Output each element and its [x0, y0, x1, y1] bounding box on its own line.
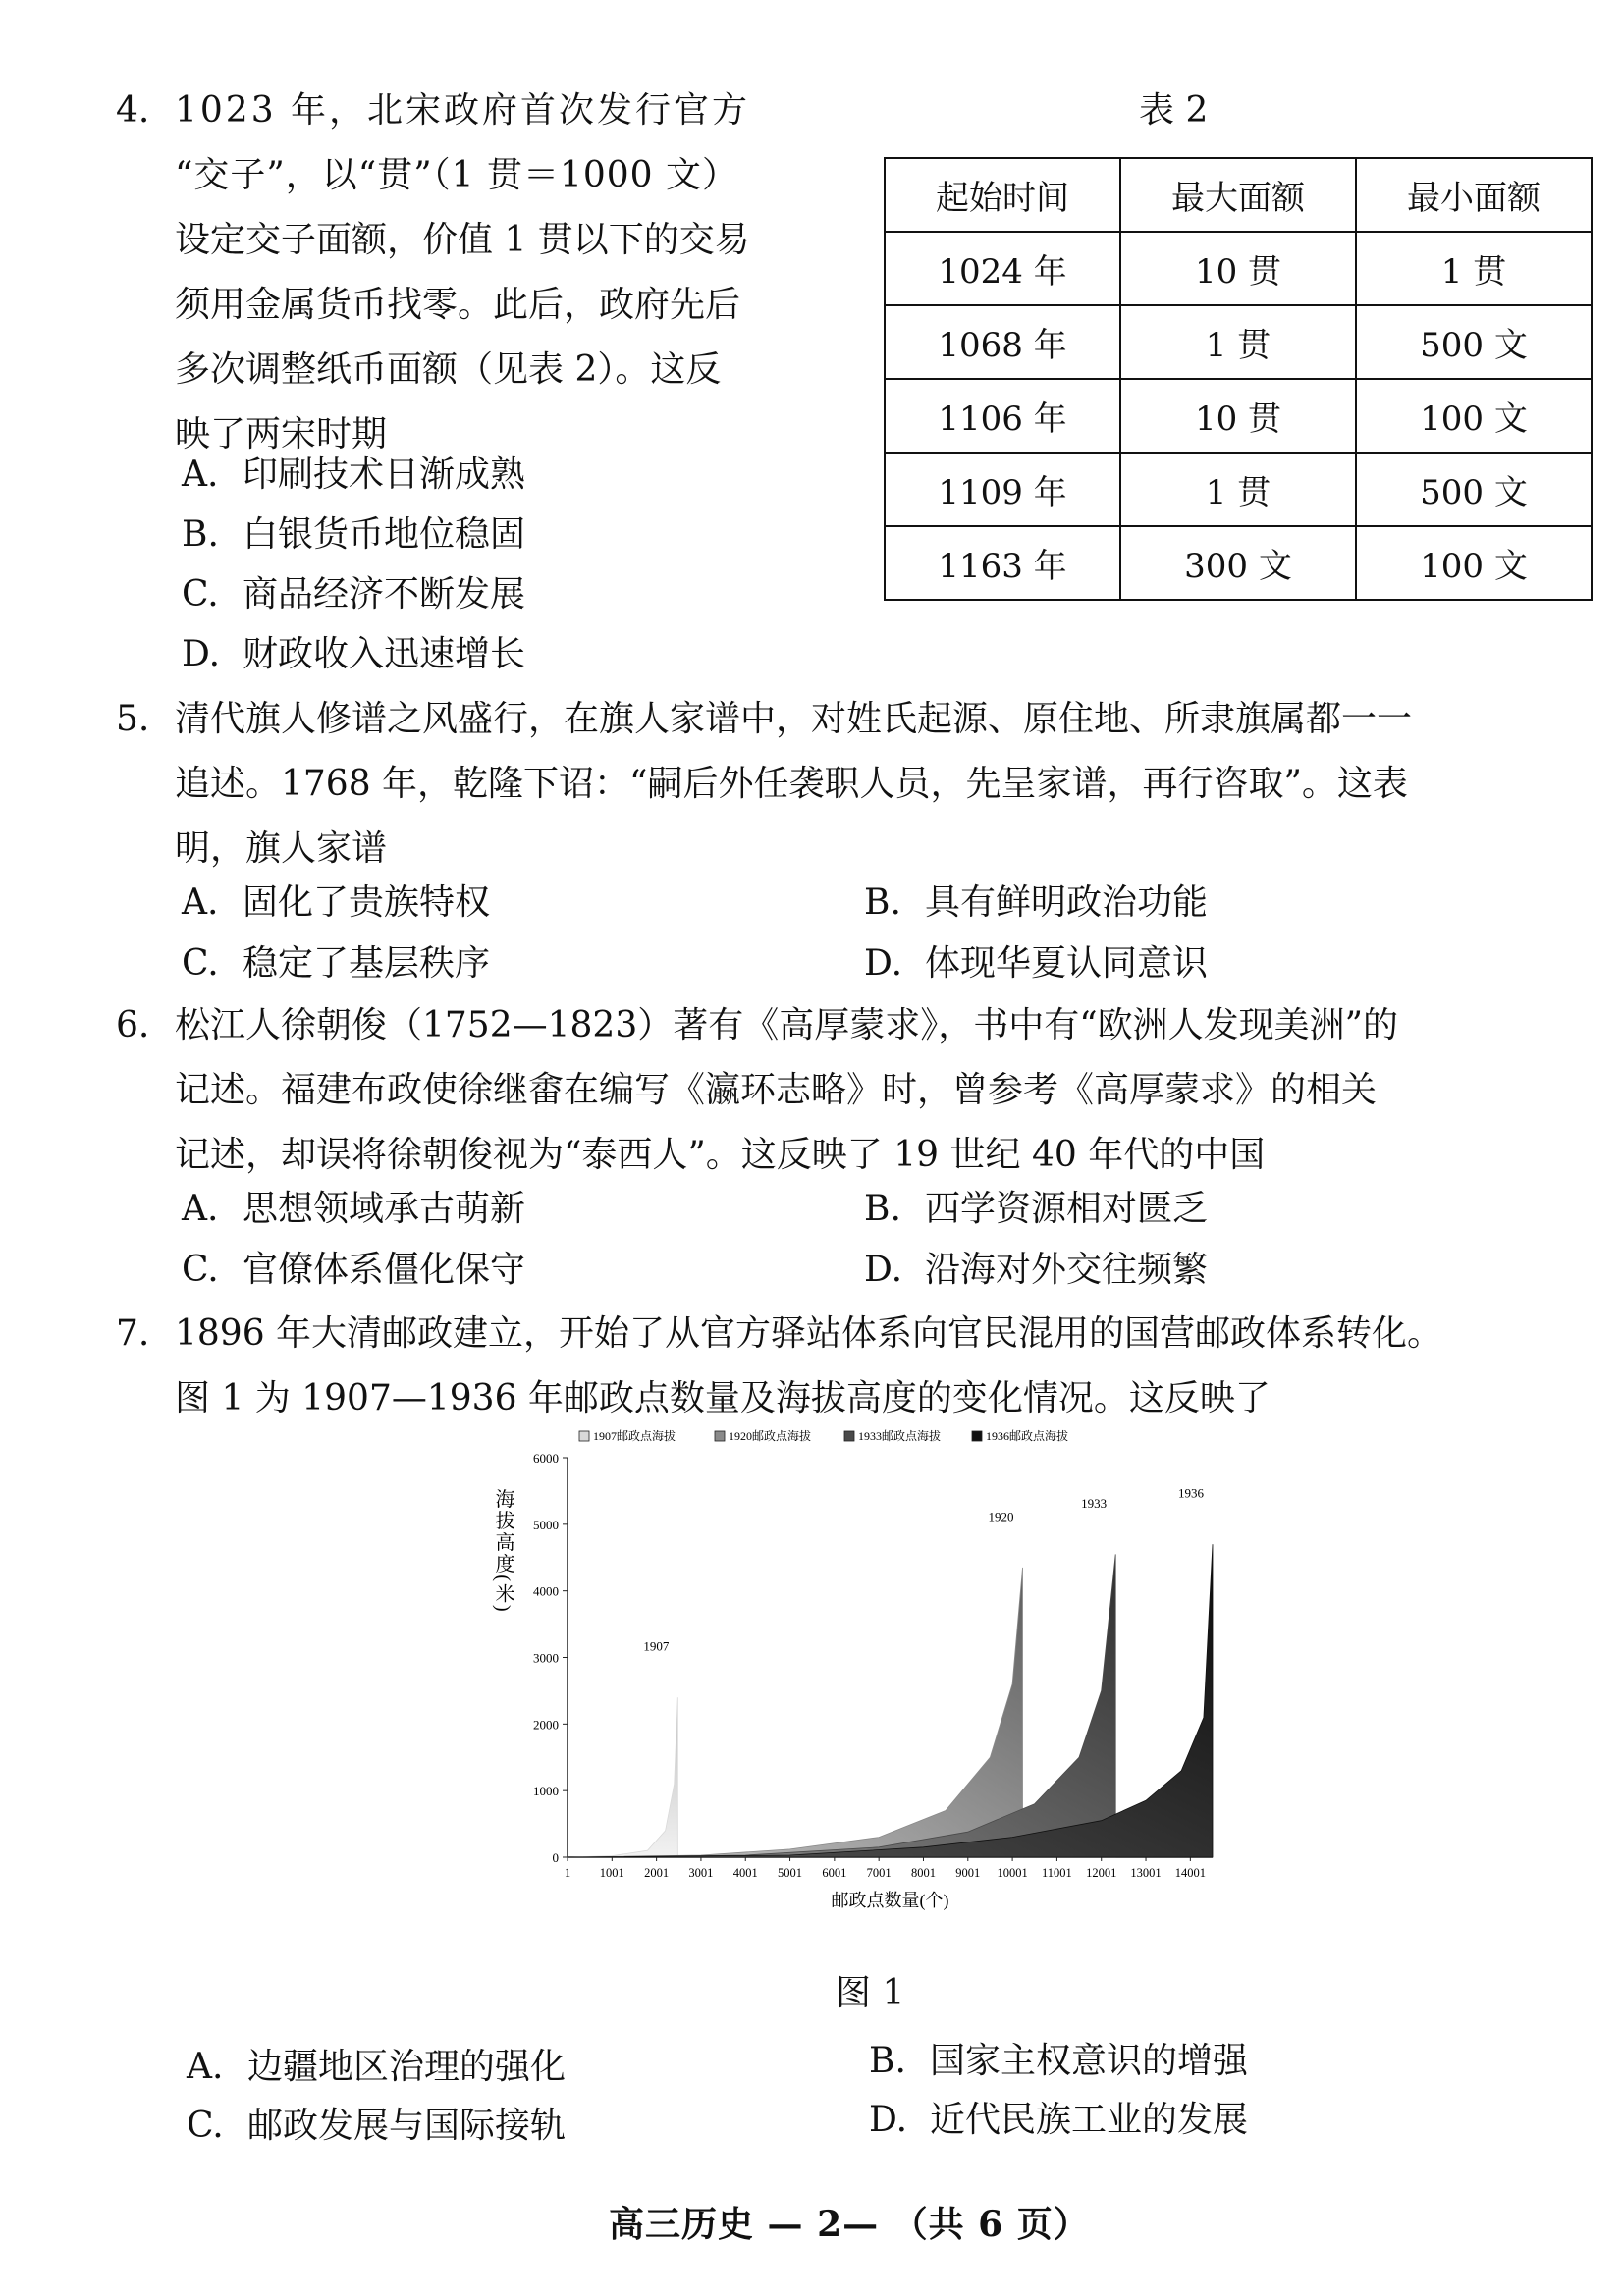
table-row: [885, 305, 1592, 379]
option-letter: C.: [182, 1250, 219, 1290]
option-d[interactable]: [182, 625, 525, 684]
table-cell: 1 贯: [1120, 453, 1356, 526]
option-b[interactable]: [864, 1180, 1208, 1239]
option-letter: B.: [182, 514, 219, 555]
option-letter: A.: [187, 2047, 224, 2087]
figure-caption: 图 1: [836, 1973, 905, 2013]
question-stem: [175, 79, 862, 467]
option-letter: A.: [182, 1189, 219, 1229]
x-axis-label: 邮政点数量(个): [831, 1891, 949, 1910]
table-cell: 1109 年: [885, 453, 1120, 526]
x-tick-label: 3001: [688, 1866, 714, 1880]
x-tick-label: 2001: [644, 1866, 670, 1880]
legend-swatch: [579, 1431, 589, 1441]
x-tick-label: 7001: [866, 1866, 892, 1880]
series-label-1907: 1907: [643, 1638, 670, 1654]
denomination-table: [884, 157, 1593, 601]
x-tick-label: 13001: [1130, 1866, 1162, 1880]
table-header: 最大面额: [1120, 158, 1356, 232]
option-text: 西学资源相对匮乏: [925, 1189, 1209, 1229]
table-row: [885, 526, 1592, 600]
x-tick-label: 10001: [997, 1866, 1028, 1880]
option-text: 固化了贵族特权: [243, 882, 491, 923]
option-c[interactable]: [187, 2097, 566, 2156]
area-1907: [568, 1697, 677, 1857]
table-cell: 1106 年: [885, 379, 1120, 453]
option-d[interactable]: [864, 1241, 1208, 1300]
option-a[interactable]: [182, 1180, 525, 1239]
x-tick-label: 1001: [599, 1866, 624, 1880]
legend-label: 1936邮政点海拔: [986, 1429, 1069, 1443]
stem-line: 映了两宋时期: [175, 414, 388, 454]
option-text: 官僚体系僵化保守: [243, 1250, 526, 1290]
y-axis: [533, 1451, 568, 1865]
table-header: 最小面额: [1356, 158, 1592, 232]
question-number: 7.: [116, 1313, 150, 1354]
table-row: [885, 453, 1592, 526]
stem-line: 多次调整纸币面额（见表 2）。这反: [175, 349, 722, 390]
option-letter: D.: [864, 1250, 903, 1290]
y-tick-label: 0: [552, 1850, 559, 1865]
x-tick-label: 9001: [955, 1866, 981, 1880]
table-cell: 1024 年: [885, 232, 1120, 305]
option-text: 财政收入迅速增长: [243, 634, 526, 674]
table-row: [885, 379, 1592, 453]
series-label-1933: 1933: [1081, 1495, 1108, 1511]
option-letter: C.: [182, 574, 219, 614]
question-stem: [175, 993, 1608, 1188]
x-tick-label: 8001: [910, 1866, 936, 1880]
option-letter: D.: [182, 634, 221, 674]
page-footer: 高三历史 — 2— （共 6 页）: [609, 2204, 1090, 2245]
x-tick-label: 1: [564, 1866, 571, 1880]
option-letter: C.: [187, 2106, 224, 2146]
series-label-1936: 1936: [1177, 1485, 1204, 1501]
y-tick-label: 5000: [533, 1517, 559, 1532]
stem-line: 记述，却误将徐朝俊视为“泰西人”。这反映了 19 世纪 40 年代的中国: [175, 1135, 1266, 1175]
question-6: [116, 993, 1608, 1188]
area-1933: [568, 1554, 1115, 1857]
y-tick-label: 4000: [533, 1583, 559, 1599]
stem-line: 松江人徐朝俊（1752—1823）著有《高厚蒙求》，书中有“欧洲人发现美洲”的: [175, 1005, 1399, 1045]
question-stem: [175, 1302, 1608, 1431]
table-caption: 表 2: [1139, 90, 1209, 131]
x-tick-label: 14001: [1174, 1866, 1206, 1880]
table-cell: 1068 年: [885, 305, 1120, 379]
legend-label: 1920邮政点海拔: [729, 1429, 812, 1443]
option-letter: B.: [864, 1189, 901, 1229]
legend-swatch: [715, 1431, 725, 1441]
legend-swatch: [844, 1431, 854, 1441]
y-tick-label: 6000: [533, 1451, 559, 1466]
option-text: 体现华夏认同意识: [925, 943, 1209, 984]
x-tick-label: 4001: [732, 1866, 758, 1880]
y-tick-label: 2000: [533, 1717, 559, 1733]
area-1920: [568, 1568, 1023, 1857]
option-text: 邮政发展与国际接轨: [247, 2106, 567, 2146]
table-header-row: [885, 158, 1592, 232]
x-tick-label: 6001: [822, 1866, 847, 1880]
table-cell: 500 文: [1356, 453, 1592, 526]
option-letter: B.: [864, 882, 901, 923]
stem-line: “交子”，以“贯”（1 贯＝1000 文）: [175, 155, 739, 195]
table-header: 起始时间: [885, 158, 1120, 232]
table-cell: 100 文: [1356, 526, 1592, 600]
legend-label: 1933邮政点海拔: [858, 1429, 942, 1443]
table-cell: 10 贯: [1120, 379, 1356, 453]
option-a[interactable]: [182, 874, 490, 933]
table-cell: 500 文: [1356, 305, 1592, 379]
table-cell: 100 文: [1356, 379, 1592, 453]
option-letter: B.: [869, 2041, 906, 2081]
option-text: 国家主权意识的增强: [930, 2041, 1249, 2081]
option-b[interactable]: [182, 506, 525, 564]
y-tick-label: 3000: [533, 1650, 559, 1666]
table-cell: 300 文: [1120, 526, 1356, 600]
option-text: 沿海对外交往频繁: [925, 1250, 1209, 1290]
stem-line: 明，旗人家谱: [175, 828, 388, 869]
y-tick-label: 1000: [533, 1784, 559, 1799]
option-b[interactable]: [869, 2032, 1248, 2091]
option-text: 印刷技术日渐成熟: [243, 454, 526, 495]
option-text: 思想领域承古萌新: [243, 1189, 526, 1229]
x-tick-label: 12001: [1086, 1866, 1117, 1880]
post-office-altitude-chart: [471, 1423, 1237, 1953]
stem-line: 记述。福建布政使徐继畬在编写《瀛环志略》时，曾参考《高厚蒙求》的相关: [175, 1070, 1378, 1110]
question-number: 4.: [116, 90, 150, 131]
stem-line: 1023 年，北宋政府首次发行官方: [175, 90, 751, 131]
table-cell: 1163 年: [885, 526, 1120, 600]
option-c[interactable]: [182, 565, 525, 624]
stem-line: 追述。1768 年，乾隆下诏：“嗣后外任袭职人员，先呈家谱，再行咨取”。这表: [175, 764, 1408, 804]
chart-legend: [579, 1428, 1068, 1443]
table-cell: 1 贯: [1356, 232, 1592, 305]
series-label-1920: 1920: [988, 1509, 1014, 1524]
option-text: 近代民族工业的发展: [930, 2100, 1249, 2140]
option-letter: C.: [182, 943, 219, 984]
option-b[interactable]: [864, 874, 1208, 933]
stem-line: 1896 年大清邮政建立，开始了从官方驿站体系向官民混用的国营邮政体系转化。: [175, 1313, 1443, 1354]
series-labels: [643, 1486, 1204, 1654]
question-number: 6.: [116, 1005, 150, 1045]
y-axis-label: 海拔高度(米): [492, 1488, 514, 1614]
question-4: [116, 79, 862, 467]
question-5: [116, 687, 1608, 881]
question-stem: [175, 687, 1608, 881]
legend-label: 1907邮政点海拔: [593, 1429, 676, 1443]
option-letter: D.: [864, 943, 903, 984]
option-letter: A.: [182, 454, 219, 495]
stem-line: 设定交子面额，价值 1 贯以下的交易: [175, 220, 750, 260]
legend-swatch: [972, 1431, 982, 1441]
stem-line: 图 1 为 1907—1936 年邮政点数量及海拔高度的变化情况。这反映了: [175, 1378, 1271, 1418]
option-d[interactable]: [864, 934, 1208, 993]
table-row: [885, 232, 1592, 305]
question-number: 5.: [116, 699, 150, 739]
option-d[interactable]: [869, 2091, 1248, 2150]
question-7: [116, 1302, 1608, 1431]
option-text: 商品经济不断发展: [243, 574, 526, 614]
stem-line: 须用金属货币找零。此后，政府先后: [175, 285, 741, 325]
option-c[interactable]: [182, 1241, 525, 1300]
table-cell: 1 贯: [1120, 305, 1356, 379]
option-text: 具有鲜明政治功能: [925, 882, 1209, 923]
option-text: 边疆地区治理的强化: [247, 2047, 567, 2087]
x-tick-label: 11001: [1042, 1866, 1072, 1880]
stem-line: 清代旗人修谱之风盛行，在旗人家谱中，对姓氏起源、原住地、所隶旗属都一一: [175, 699, 1413, 739]
x-axis: [565, 1857, 1213, 1880]
table-cell: 10 贯: [1120, 232, 1356, 305]
option-a[interactable]: [187, 2038, 566, 2097]
option-letter: D.: [869, 2100, 908, 2140]
x-tick-label: 5001: [778, 1866, 803, 1880]
option-c[interactable]: [182, 934, 490, 993]
option-letter: A.: [182, 882, 219, 923]
option-text: 白银货币地位稳固: [243, 514, 526, 555]
chart-areas: [568, 1544, 1213, 1857]
option-a[interactable]: [182, 446, 525, 505]
option-text: 稳定了基层秩序: [243, 943, 491, 984]
